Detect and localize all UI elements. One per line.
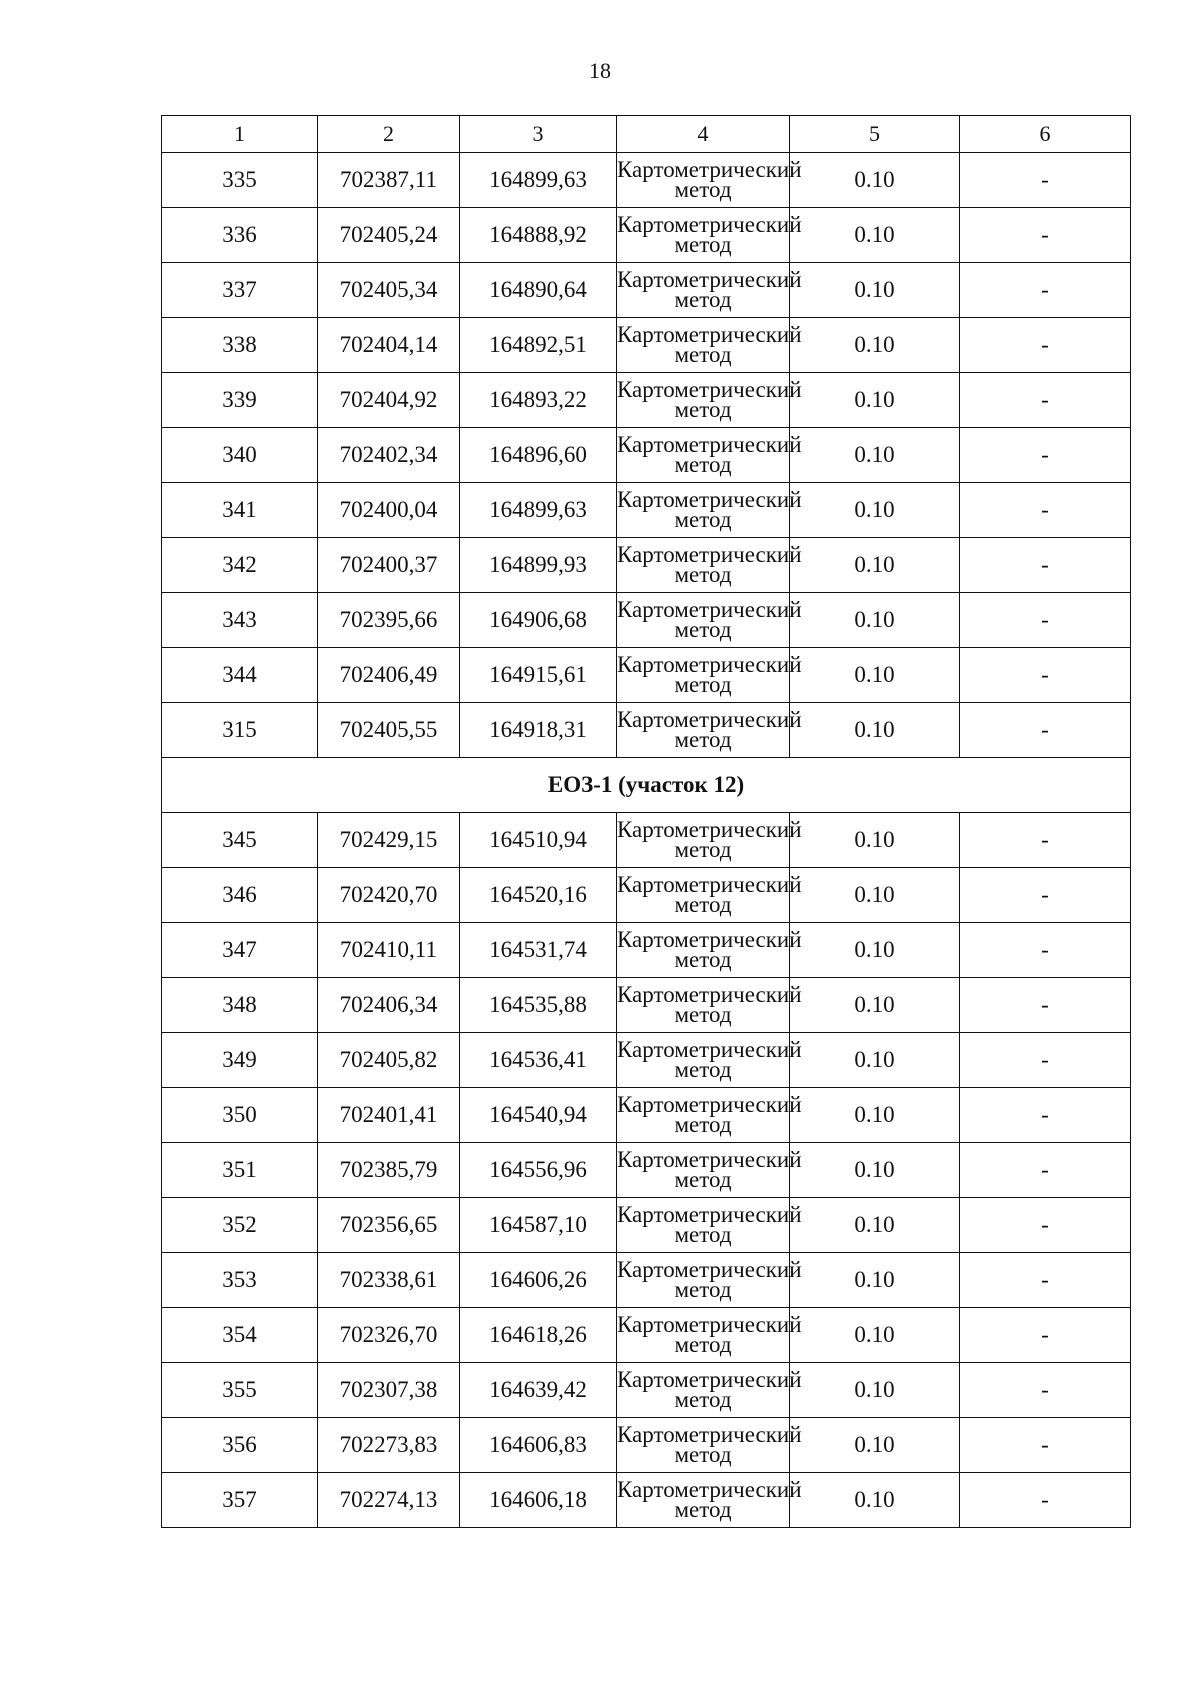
- y-coordinate-cell: 164535,88: [460, 978, 617, 1033]
- accuracy-cell: 0.10: [790, 703, 960, 758]
- note-cell: -: [960, 1253, 1131, 1308]
- note-cell: -: [960, 923, 1131, 978]
- method-line-1: Картометрический: [617, 982, 802, 1007]
- x-coordinate-cell: 702387,11: [318, 153, 460, 208]
- method-line-1: Картометрический: [617, 487, 802, 512]
- header-cell-4: 4: [617, 116, 790, 153]
- x-coordinate-cell: 702402,34: [318, 428, 460, 483]
- method-line-1: Картометрический: [617, 597, 802, 622]
- method-cell: [617, 483, 802, 538]
- note-cell: -: [960, 263, 1131, 318]
- table-row: [162, 978, 1131, 1033]
- y-coordinate-cell: 164618,26: [460, 1308, 617, 1363]
- method-line-1: Картометрический: [617, 1092, 802, 1117]
- point-number-cell: 345: [162, 813, 318, 868]
- y-coordinate-cell: 164890,64: [460, 263, 617, 318]
- method-line-2: метод: [674, 287, 732, 312]
- method-cell: [617, 1418, 802, 1473]
- accuracy-cell: 0.10: [790, 1308, 960, 1363]
- header-cell-3: 3: [460, 116, 617, 153]
- header-row: [162, 116, 1131, 153]
- table-row: [162, 703, 1131, 758]
- point-number-cell: 348: [162, 978, 318, 1033]
- method-cell: [617, 538, 802, 593]
- coordinates-table: [161, 115, 1131, 1528]
- method-cell: [617, 703, 802, 758]
- point-number-cell: 351: [162, 1143, 318, 1198]
- method-line-1: Картометрический: [617, 1037, 802, 1062]
- method-line-2: метод: [674, 837, 732, 862]
- accuracy-cell: 0.10: [790, 1473, 960, 1528]
- table-row: [162, 648, 1131, 703]
- table-row: [162, 868, 1131, 923]
- method-cell: [617, 373, 802, 428]
- accuracy-cell: 0.10: [790, 978, 960, 1033]
- x-coordinate-cell: 702406,34: [318, 978, 460, 1033]
- y-coordinate-cell: 164587,10: [460, 1198, 617, 1253]
- accuracy-cell: 0.10: [790, 1088, 960, 1143]
- x-coordinate-cell: 702405,82: [318, 1033, 460, 1088]
- note-cell: -: [960, 153, 1131, 208]
- accuracy-cell: 0.10: [790, 483, 960, 538]
- x-coordinate-cell: 702420,70: [318, 868, 460, 923]
- method-line-2: метод: [674, 617, 732, 642]
- point-number-cell: 352: [162, 1198, 318, 1253]
- header-cell-6: 6: [960, 116, 1131, 153]
- method-cell: [617, 1363, 802, 1418]
- y-coordinate-cell: 164915,61: [460, 648, 617, 703]
- point-number-cell: 339: [162, 373, 318, 428]
- method-line-2: метод: [674, 727, 732, 752]
- method-line-1: Картометрический: [617, 1147, 802, 1172]
- y-coordinate-cell: 164606,26: [460, 1253, 617, 1308]
- table-row: [162, 1088, 1131, 1143]
- note-cell: -: [960, 208, 1131, 263]
- point-number-cell: 353: [162, 1253, 318, 1308]
- note-cell: -: [960, 1418, 1131, 1473]
- point-number-cell: 347: [162, 923, 318, 978]
- method-line-1: Картометрический: [617, 1477, 802, 1502]
- accuracy-cell: 0.10: [790, 153, 960, 208]
- table-row: [162, 1473, 1131, 1528]
- point-number-cell: 343: [162, 593, 318, 648]
- y-coordinate-cell: 164906,68: [460, 593, 617, 648]
- x-coordinate-cell: 702395,66: [318, 593, 460, 648]
- point-number-cell: 350: [162, 1088, 318, 1143]
- note-cell: -: [960, 373, 1131, 428]
- method-cell: [617, 648, 802, 703]
- header-cell-5: 5: [790, 116, 960, 153]
- header-cell-2: 2: [318, 116, 460, 153]
- y-coordinate-cell: 164899,63: [460, 483, 617, 538]
- method-cell: [617, 208, 802, 263]
- x-coordinate-cell: 702405,24: [318, 208, 460, 263]
- method-line-1: Картометрический: [617, 1312, 802, 1337]
- point-number-cell: 346: [162, 868, 318, 923]
- method-line-1: Картометрический: [617, 377, 802, 402]
- section-title: ЕОЗ-1 (участок 12): [162, 758, 1131, 813]
- accuracy-cell: 0.10: [790, 1418, 960, 1473]
- point-number-cell: 340: [162, 428, 318, 483]
- point-number-cell: 349: [162, 1033, 318, 1088]
- method-cell: [617, 593, 802, 648]
- note-cell: -: [960, 593, 1131, 648]
- point-number-cell: 315: [162, 703, 318, 758]
- accuracy-cell: 0.10: [790, 1363, 960, 1418]
- table-row: [162, 813, 1131, 868]
- method-line-2: метод: [674, 232, 732, 257]
- accuracy-cell: 0.10: [790, 208, 960, 263]
- note-cell: -: [960, 1473, 1131, 1528]
- point-number-cell: 335: [162, 153, 318, 208]
- table-row: [162, 373, 1131, 428]
- y-coordinate-cell: 164918,31: [460, 703, 617, 758]
- accuracy-cell: 0.10: [790, 868, 960, 923]
- y-coordinate-cell: 164606,83: [460, 1418, 617, 1473]
- accuracy-cell: 0.10: [790, 593, 960, 648]
- note-cell: -: [960, 703, 1131, 758]
- method-line-2: метод: [674, 1332, 732, 1357]
- method-line-1: Картометрический: [617, 872, 802, 897]
- note-cell: -: [960, 1088, 1131, 1143]
- method-line-1: Картометрический: [617, 322, 802, 347]
- section-header-row: [162, 758, 1131, 813]
- method-line-1: Картометрический: [617, 1367, 802, 1392]
- y-coordinate-cell: 164896,60: [460, 428, 617, 483]
- table-row: [162, 153, 1131, 208]
- x-coordinate-cell: 702307,38: [318, 1363, 460, 1418]
- table-row: [162, 923, 1131, 978]
- accuracy-cell: 0.10: [790, 318, 960, 373]
- accuracy-cell: 0.10: [790, 1143, 960, 1198]
- method-line-1: Картометрический: [617, 652, 802, 677]
- x-coordinate-cell: 702400,37: [318, 538, 460, 593]
- point-number-cell: 337: [162, 263, 318, 318]
- point-number-cell: 338: [162, 318, 318, 373]
- point-number-cell: 354: [162, 1308, 318, 1363]
- note-cell: -: [960, 813, 1131, 868]
- header-cell-1: 1: [162, 116, 318, 153]
- method-cell: [617, 1473, 802, 1528]
- x-coordinate-cell: 702273,83: [318, 1418, 460, 1473]
- accuracy-cell: 0.10: [790, 538, 960, 593]
- x-coordinate-cell: 702326,70: [318, 1308, 460, 1363]
- method-cell: [617, 318, 802, 373]
- accuracy-cell: 0.10: [790, 813, 960, 868]
- method-line-1: Картометрический: [617, 157, 802, 182]
- y-coordinate-cell: 164899,63: [460, 153, 617, 208]
- note-cell: -: [960, 538, 1131, 593]
- table-row: [162, 1253, 1131, 1308]
- y-coordinate-cell: 164893,22: [460, 373, 617, 428]
- method-cell: [617, 923, 802, 978]
- method-cell: [617, 813, 802, 868]
- method-line-2: метод: [674, 1387, 732, 1412]
- method-cell: [617, 1198, 802, 1253]
- method-line-2: метод: [674, 892, 732, 917]
- method-line-2: метод: [674, 452, 732, 477]
- method-line-1: Картометрический: [617, 542, 802, 567]
- method-line-2: метод: [674, 1057, 732, 1082]
- method-cell: [617, 153, 802, 208]
- table-row: [162, 1033, 1131, 1088]
- accuracy-cell: 0.10: [790, 923, 960, 978]
- table-row: [162, 483, 1131, 538]
- accuracy-cell: 0.10: [790, 428, 960, 483]
- y-coordinate-cell: 164888,92: [460, 208, 617, 263]
- method-line-1: Картометрический: [617, 1257, 802, 1282]
- note-cell: -: [960, 318, 1131, 373]
- table-row: [162, 208, 1131, 263]
- method-line-1: Картометрический: [617, 267, 802, 292]
- x-coordinate-cell: 702401,41: [318, 1088, 460, 1143]
- point-number-cell: 356: [162, 1418, 318, 1473]
- method-cell: [617, 1033, 802, 1088]
- y-coordinate-cell: 164899,93: [460, 538, 617, 593]
- y-coordinate-cell: 164606,18: [460, 1473, 617, 1528]
- accuracy-cell: 0.10: [790, 1198, 960, 1253]
- page-number: 18: [589, 58, 611, 83]
- method-line-1: Картометрический: [617, 1422, 802, 1447]
- table-row: [162, 263, 1131, 318]
- x-coordinate-cell: 702429,15: [318, 813, 460, 868]
- point-number-cell: 336: [162, 208, 318, 263]
- table-row: [162, 428, 1131, 483]
- method-line-2: метод: [674, 1167, 732, 1192]
- table-row: [162, 1143, 1131, 1198]
- y-coordinate-cell: 164510,94: [460, 813, 617, 868]
- x-coordinate-cell: 702405,55: [318, 703, 460, 758]
- method-line-1: Картометрический: [617, 212, 802, 237]
- method-line-2: метод: [674, 342, 732, 367]
- x-coordinate-cell: 702404,14: [318, 318, 460, 373]
- table-row: [162, 1418, 1131, 1473]
- method-cell: [617, 263, 802, 318]
- y-coordinate-cell: 164531,74: [460, 923, 617, 978]
- note-cell: -: [960, 483, 1131, 538]
- x-coordinate-cell: 702410,11: [318, 923, 460, 978]
- accuracy-cell: 0.10: [790, 263, 960, 318]
- point-number-cell: 357: [162, 1473, 318, 1528]
- x-coordinate-cell: 702356,65: [318, 1198, 460, 1253]
- method-line-2: метод: [674, 177, 732, 202]
- y-coordinate-cell: 164520,16: [460, 868, 617, 923]
- x-coordinate-cell: 702274,13: [318, 1473, 460, 1528]
- method-line-2: метод: [674, 1002, 732, 1027]
- method-line-2: метод: [674, 1222, 732, 1247]
- method-cell: [617, 1253, 802, 1308]
- x-coordinate-cell: 702385,79: [318, 1143, 460, 1198]
- method-cell: [617, 978, 802, 1033]
- table-row: [162, 1363, 1131, 1418]
- accuracy-cell: 0.10: [790, 373, 960, 428]
- note-cell: -: [960, 1198, 1131, 1253]
- x-coordinate-cell: 702404,92: [318, 373, 460, 428]
- method-line-2: метод: [674, 947, 732, 972]
- method-cell: [617, 868, 802, 923]
- point-number-cell: 355: [162, 1363, 318, 1418]
- method-line-1: Картометрический: [617, 927, 802, 952]
- table-row: [162, 593, 1131, 648]
- y-coordinate-cell: 164540,94: [460, 1088, 617, 1143]
- note-cell: -: [960, 1033, 1131, 1088]
- method-line-2: метод: [674, 1442, 732, 1467]
- table-row: [162, 1308, 1131, 1363]
- point-number-cell: 344: [162, 648, 318, 703]
- method-line-2: метод: [674, 1112, 732, 1137]
- note-cell: -: [960, 868, 1131, 923]
- x-coordinate-cell: 702400,04: [318, 483, 460, 538]
- y-coordinate-cell: 164639,42: [460, 1363, 617, 1418]
- method-line-1: Картометрический: [617, 1202, 802, 1227]
- accuracy-cell: 0.10: [790, 1033, 960, 1088]
- method-cell: [617, 1088, 802, 1143]
- method-line-2: метод: [674, 562, 732, 587]
- table-row: [162, 1198, 1131, 1253]
- y-coordinate-cell: 164556,96: [460, 1143, 617, 1198]
- note-cell: -: [960, 648, 1131, 703]
- note-cell: -: [960, 1308, 1131, 1363]
- accuracy-cell: 0.10: [790, 1253, 960, 1308]
- method-line-1: Картометрический: [617, 817, 802, 842]
- method-line-1: Картометрический: [617, 707, 802, 732]
- point-number-cell: 342: [162, 538, 318, 593]
- note-cell: -: [960, 1363, 1131, 1418]
- note-cell: -: [960, 978, 1131, 1033]
- y-coordinate-cell: 164892,51: [460, 318, 617, 373]
- table-row: [162, 538, 1131, 593]
- method-line-2: метод: [674, 1497, 732, 1522]
- note-cell: -: [960, 428, 1131, 483]
- method-cell: [617, 428, 802, 483]
- method-cell: [617, 1308, 802, 1363]
- table-body: [162, 153, 1131, 1528]
- method-line-2: метод: [674, 672, 732, 697]
- method-line-1: Картометрический: [617, 432, 802, 457]
- method-line-2: метод: [674, 1277, 732, 1302]
- accuracy-cell: 0.10: [790, 648, 960, 703]
- table-row: [162, 318, 1131, 373]
- point-number-cell: 341: [162, 483, 318, 538]
- x-coordinate-cell: 702406,49: [318, 648, 460, 703]
- y-coordinate-cell: 164536,41: [460, 1033, 617, 1088]
- method-cell: [617, 1143, 802, 1198]
- note-cell: -: [960, 1143, 1131, 1198]
- x-coordinate-cell: 702338,61: [318, 1253, 460, 1308]
- method-line-2: метод: [674, 507, 732, 532]
- x-coordinate-cell: 702405,34: [318, 263, 460, 318]
- method-line-2: метод: [674, 397, 732, 422]
